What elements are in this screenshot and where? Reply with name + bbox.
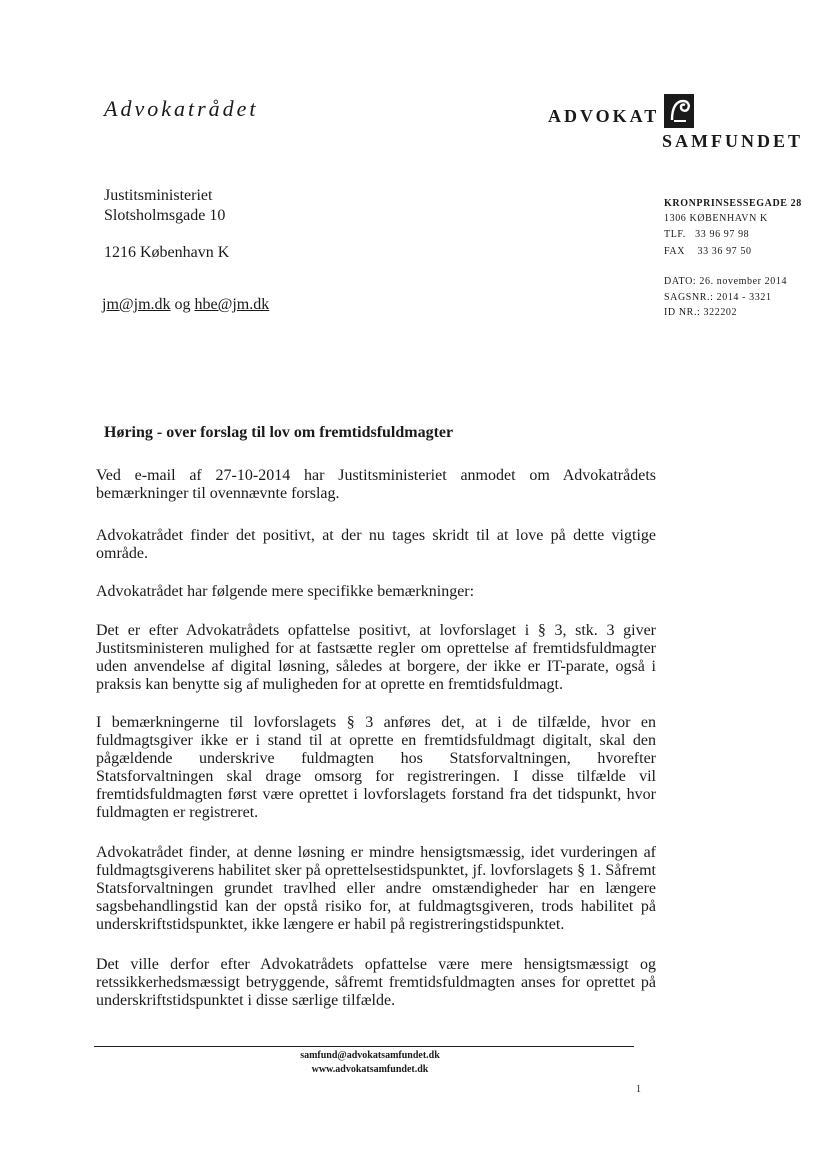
- logo-text-samfundet: SAMFUNDET: [662, 131, 804, 151]
- email-link-hbe[interactable]: hbe@jm.dk: [194, 296, 270, 313]
- body-paragraph-3: Advokatrådet har følgende mere specifikke bemærkninger:: [96, 583, 475, 600]
- sender-city: 1306 KØBENHAVN K: [664, 213, 768, 224]
- letter-date: DATO: 26. november 2014: [664, 276, 788, 287]
- body-paragraph-2: Advokatrådet finder det positivt, at der nu tages skridt til at love på dette vigtige område.: [96, 527, 656, 562]
- sender-address: KRONPRINSESSEGADE 28: [664, 198, 802, 209]
- letter-subject: Høring - over forslag til lov om fremtidsfuldmagter: [104, 424, 454, 441]
- body-paragraph-1: Ved e-mail af 27-10-2014 har Justitsministeriet anmodet om Advokatrådets bemærkninger til ovennævnte forslag.: [96, 467, 656, 502]
- case-number: SAGSNR.: 2014 - 3321: [664, 292, 772, 303]
- id-number: ID NR.: 322202: [664, 307, 738, 318]
- recipient-line-1: Justitsministeriet: [104, 187, 213, 204]
- body-paragraph-6: Advokatrådet finder, at denne løsning er mindre hensigtsmæssig, idet vurderingen af fuldmagtsgiverens habilitet sker på oprettelsestidspunktet, jf. lovforslagets § 1. Såfremt Statsforvaltningen grundet travlhed eller andre omstændigheder har en længere sagsbehandlingstid kan der opstå risiko for, at fuldmagtsgiveren, trods habilitet på underskriftstidspunktet, ikke længere er habil på registreringstidspunktet.: [96, 844, 656, 933]
- email-link-jm[interactable]: jm@jm.dk: [102, 296, 171, 313]
- email-separator: og: [170, 296, 195, 313]
- body-paragraph-7: Det ville derfor efter Advokatrådets opfattelse være mere hensigtsmæssigt og retssikkerhedsmæssigt betryggende, såfremt fremtidsfuldmagten anses for oprettet på underskriftstidspunktet i disse særlige tilfælde.: [96, 956, 656, 1009]
- footer-website[interactable]: www.advokatsamfundet.dk: [311, 1064, 429, 1075]
- footer-email[interactable]: samfund@advokatsamfundet.dk: [300, 1050, 440, 1061]
- logo-text-advokat: ADVOKAT: [548, 106, 660, 126]
- recipient-line-2: Slotsholmsgade 10: [104, 207, 226, 224]
- page-number: 1: [636, 1084, 641, 1095]
- body-paragraph-5: I bemærkningerne til lovforslagets § 3 anføres det, at i de tilfælde, hvor en fuldmagtsgiver ikke er i stand til at oprette en fremtidsfuldmagt digitalt, skal den pågældende underskrive fuldmagten hos Statsforvaltningen, hvorefter Statsforvaltningen skal drage omsorg for registreringen. I disse tilfælde vil fremtidsfuldmagten først være oprettet i lovforslagets forstand fra det tidspunkt, hvor fuldmagten er registreret.: [96, 714, 656, 821]
- body-paragraph-4: Det er efter Advokatrådets opfattelse positivt, at lovforslaget i § 3, stk. 3 giver Justitsministeren mulighed for at fastsætte regler om oprettelse af fremtidsfuldmagter uden anvendelse af digital løsning, således at borgere, der ikke er IT-parate, også i praksis kan benytte sig af muligheden for at oprette en fremtidsfuldmagt.: [96, 622, 656, 693]
- sender-phone: TLF. 33 96 97 98: [664, 229, 750, 240]
- recipient-emails: [102, 296, 269, 314]
- advokatsamfundet-logo-icon: [664, 94, 694, 128]
- org-name: Advokatrådet: [104, 96, 259, 121]
- sender-fax: FAX 33 36 97 50: [664, 246, 752, 257]
- footer-divider: [94, 1046, 634, 1047]
- recipient-line-3: 1216 København K: [104, 244, 230, 261]
